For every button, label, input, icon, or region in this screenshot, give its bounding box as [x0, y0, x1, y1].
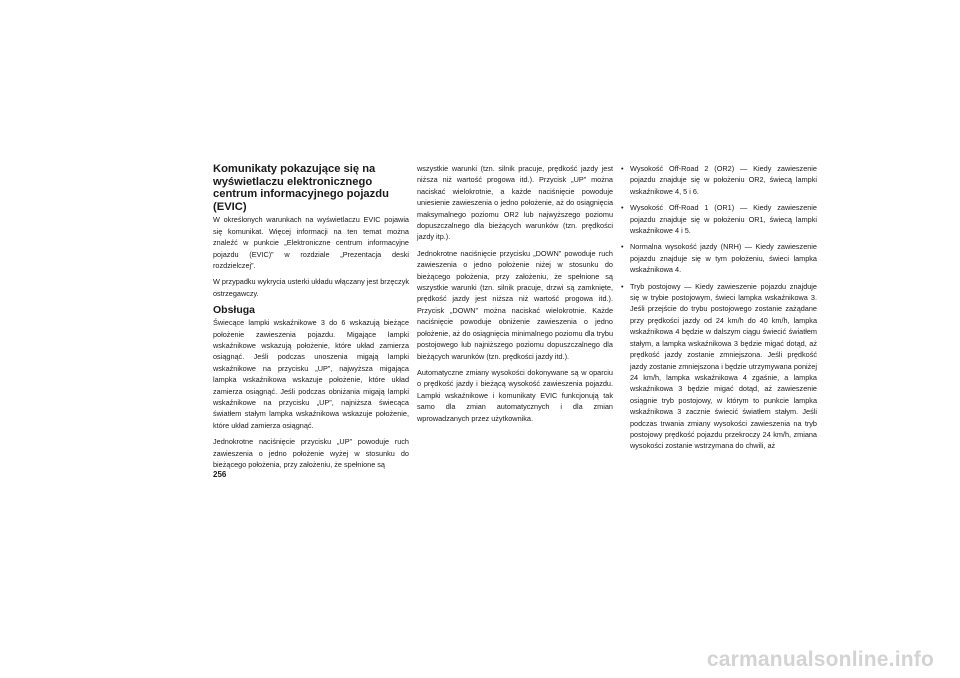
page-number: 256 — [213, 470, 227, 479]
column-1 — [213, 163, 409, 476]
paragraph: W określonych warunkach na wyświetlaczu EVIC pojawia się komunikat. Więcej informacji na ten temat można znaleźć w punkcie „Elektroniczne centrum informacyjne pojazdu (EVIC)” w rozdziale „Prezentacja deski rozdzielczej”. — [213, 215, 409, 270]
list-item: • Wysokość Off-Road 2 (OR2) — Kiedy zawieszenie pojazdu znajduje się w położeniu OR2, świecą lampki wskaźnikowe 4, 5 i 6. — [621, 163, 817, 197]
section-heading-evic: Komunikaty pokazujące się na wyświetlaczu elektronicznego centrum informacyjnego pojazdu (EVIC) — [213, 163, 389, 213]
watermark: carmanualsonline.info — [706, 648, 934, 671]
paragraph: wszystkie warunki (tzn. silnik pracuje, prędkość jazdy jest niższa niż wartość progowa itd.). Przycisk „UP” można naciskać wielokrotnie, a każde naciśnięcie powoduje uniesienie zawieszenia o jedno położenie, aż do osiągnięcia maksymalnego poziomu OR2 lub najwyższego poziomu dopuszczalnego dla bieżących warunków (tzn. prędkości jazdy itp.). — [417, 164, 613, 242]
bullet-list — [621, 163, 817, 452]
paragraph: Jednokrotne naciśnięcie przycisku „DOWN” powoduje ruch zawieszenia o jedno położenie niżej w stosunku do bieżącego położenia, przy założeniu, że spełnione są wszystkie warunki (tzn. silnik pracuje, drzwi są zamknięte, prędkość jazdy jest niższa niż wartość progowa itd.). Przycisk „DOWN” można naciskać wielokrotnie. Każde naciśnięcie powoduje obniżenie zawieszenia o jedno położenie, aż do osiągnięcia minimalnego poziomu dla trybu postojowego lub najniższego poziomu dopuszczalnego dla bieżących warunków (tzn. prędkości jazdy itd.). — [417, 248, 613, 361]
paragraph: Świecące lampki wskaźnikowe 3 do 6 wskazują bieżące położenie zawieszenia pojazdu. Migające lampki wskaźnikowe wskazują położenie, które układ zamierza osiągnąć. Jeśli podczas unoszenia migają lampki wskaźnikowe na przycisku „UP”, najwyższa migająca lampka wskaźnikowa wskazuje położenie, które układ zamierza osiągnąć. Jeśli podczas obniżania migają lampki wskaźnikowe na przycisku „UP”, najniższa świecąca światłem stałym lampka wskaźnikowa wskazuje położenie, które układ zamierza osiągnąć. — [213, 318, 409, 430]
paragraph: W przypadku wykrycia usterki układu włączany jest brzęczyk ostrzegawczy. — [213, 277, 409, 298]
paragraph: Jednokrotne naciśnięcie przycisku „UP” powoduje ruch zawieszenia o jedno położenie wyżej w stosunku do bieżącego położenia, przy założeniu, że spełnione są — [213, 437, 409, 470]
column-2 — [417, 163, 613, 429]
section-heading-obsluga: Obsługa — [213, 304, 256, 317]
column-3 — [621, 163, 817, 457]
list-item: • Normalna wysokość jazdy (NRH) — Kiedy zawieszenie pojazdu znajduje się w tym położeniu, świeci lampka wskaźnikowa 4. — [621, 241, 817, 275]
list-item: • Wysokość Off-Road 1 (OR1) — Kiedy zawieszenie pojazdu znajduje się w położeniu OR1, świecą lampki wskaźnikowe 4 i 5. — [621, 202, 817, 236]
paragraph: Automatyczne zmiany wysokości dokonywane są w oparciu o prędkość jazdy i bieżącą wysokość zawieszenia pojazdu. Lampki wskaźnikowe i komunikaty EVIC funkcjonują tak samo dla zmian automatycznych i dla zmian wprowadzanych przez użytkownika. — [417, 367, 613, 423]
list-item: • Tryb postojowy — Kiedy zawieszenie pojazdu znajduje się w trybie postojowym, świeci lampka wskaźnikowa 3. Jeśli przejście do trybu postojowego zostanie zażądane przy prędkości jazdy od 24 km/h do 40 km/h, lampka wskaźnikowa 4 będzie w dalszym ciągu świecić światłem stałym, a lampka wskaźnikowa 3 będzie migać dotąd, aż prędkość jazdy zostanie zmniejszona. Jeśli prędkość jazdy zostanie zmniejszona i będzie utrzymywana poniżej 24 km/h, lampka wskaźnikowa 4 zgaśnie, a lampka wskaźnikowa 3 będzie migać dotąd, aż zawieszenie osiągnie tryb postojowy, w którym to punkcie lampka wskaźnikowa 3 zacznie świecić światłem stałym. Jeśli podczas trwania zmiany wysokości zawieszenia na tryb postojowy prędkość pojazdu przekroczy 24 km/h, zmiana wysokości zostanie wstrzymana do chwili, aż — [621, 281, 817, 452]
